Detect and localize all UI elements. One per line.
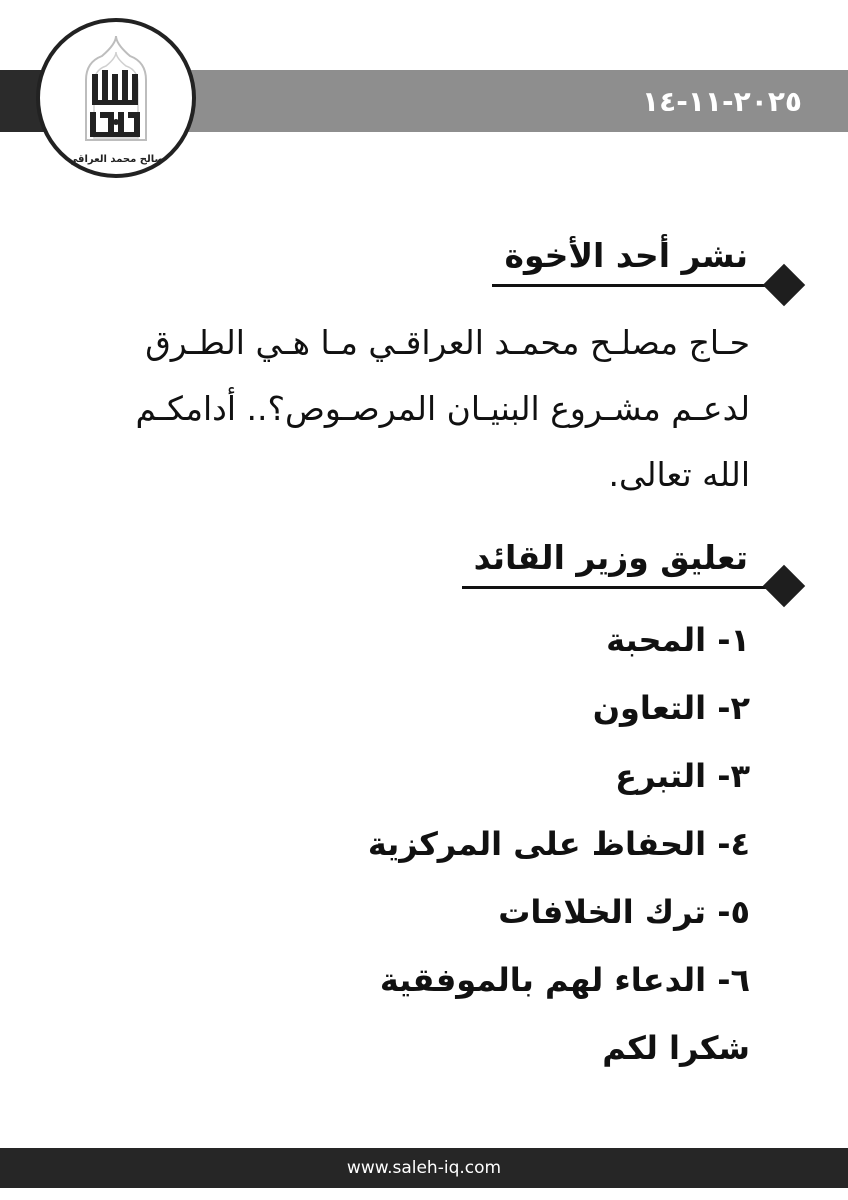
footer xyxy=(0,1148,848,1188)
reply-heading-underline xyxy=(462,586,776,589)
post-heading-underline xyxy=(492,284,776,287)
post-heading: نشر أحد الأخوة xyxy=(504,236,748,275)
website-link[interactable]: www.saleh-iq.com xyxy=(346,1158,502,1178)
reply-item: ٤- الحفاظ على المركزية xyxy=(367,825,750,863)
reply-item: ١- المحبة xyxy=(606,621,750,659)
post-date: ٢٠٢٥-١١-١٤ xyxy=(642,85,802,118)
post-line-1: حـاج مصلـح محمـد العراقـي مـا هـي الطـرق xyxy=(145,323,750,362)
reply-closing: شكرا لكم xyxy=(602,1029,750,1067)
reply-item: ٣- التبرع xyxy=(615,757,750,795)
reply-item: ٦- الدعاء لهم بالموفقية xyxy=(379,961,750,999)
logo xyxy=(36,18,196,178)
post-body xyxy=(60,310,750,508)
logo-emblem-icon xyxy=(40,22,192,174)
post-line-3: الله تعالى. xyxy=(608,455,750,494)
reply-list xyxy=(368,615,750,1091)
reply-heading: تعليق وزير القائد xyxy=(473,538,748,577)
post-line-2: لدعـم مشـروع البنيـان المرصـوص؟.. أدامكـم xyxy=(135,389,750,428)
reply-item: ٢- التعاون xyxy=(592,689,750,727)
logo-subtitle: صالح محمد العراقي xyxy=(67,154,165,165)
reply-item: ٥- ترك الخلافات xyxy=(498,893,750,931)
